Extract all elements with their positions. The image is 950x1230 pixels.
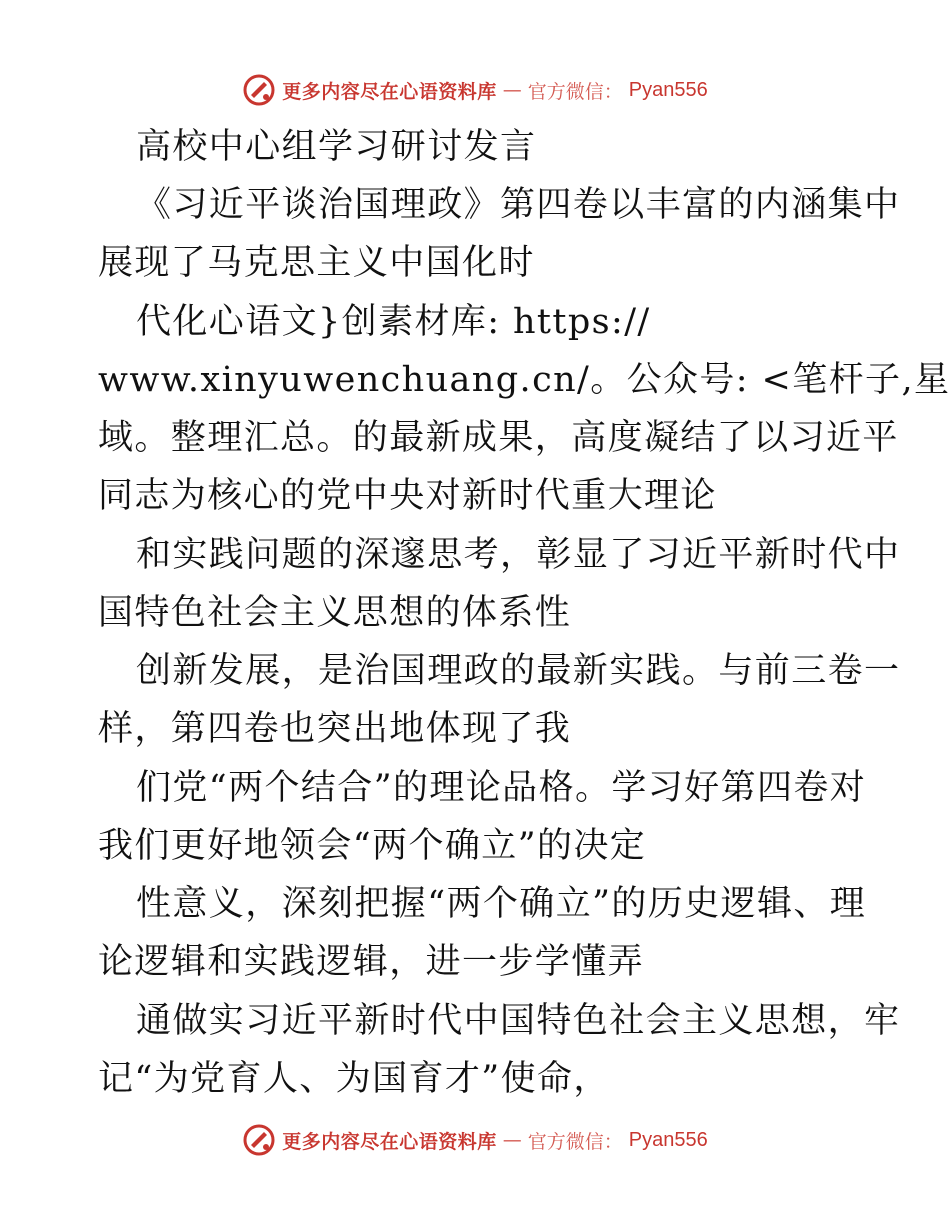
paragraph-line: 同志为核心的党中央对新时代重大理论 (98, 476, 717, 516)
header-banner-wechat-label: 官方微信： (527, 80, 623, 103)
footer-banner-separator: — (502, 1129, 522, 1151)
paragraph-line: 们党“两个结合”的理论品格。学习好第四卷对 (136, 768, 867, 808)
footer-banner-wechat-id: Pyan556 (628, 1128, 708, 1151)
paragraph-line: 我们更好地领会“两个确立”的决定 (98, 826, 647, 866)
paragraph-line: 国特色社会主义思想的体系性 (98, 593, 572, 633)
paragraph-line: 论逻辑和实践逻辑，进一步学懂弄 (98, 942, 645, 982)
header-banner-wechat-id: Pyan556 (628, 78, 708, 101)
paragraph-line: 样，第四卷也突出地体现了我 (98, 709, 572, 749)
paragraph-line: 展现了马克思主义中国化时 (98, 243, 535, 283)
header-banner (0, 70, 950, 110)
paragraph-line: 和实践问题的深邃思考，彰显了习近平新时代中 (136, 535, 901, 575)
paragraph-line: 《习近平谈治国理政》第四卷以丰富的内涵集中 (136, 185, 901, 225)
document-title: 高校中心组学习研讨发言 (136, 127, 537, 167)
footer-banner-wechat-label: 官方微信： (527, 1130, 623, 1153)
header-banner-separator: — (502, 79, 522, 101)
paragraph-line: 代化心语文}创素材库: https:// (136, 302, 651, 342)
footer-banner-main-text: 更多内容尽在心语资料库 (282, 1130, 497, 1153)
header-banner-main-text: 更多内容尽在心语资料库 (282, 80, 497, 103)
footer-banner (0, 1120, 950, 1160)
paragraph-line: 性意义，深刻把握“两个确立”的历史逻辑、理 (136, 884, 867, 924)
header-banner-content (242, 73, 708, 107)
paragraph-line: 域。整理汇总。的最新成果，高度凝结了以习近平 (98, 418, 899, 458)
brand-logo-icon (242, 1123, 276, 1157)
paragraph-line: 创新发展，是治国理政的最新实践。与前三卷一 (136, 651, 901, 691)
paragraph-line: 通做实习近平新时代中国特色社会主义思想，牢 (136, 1001, 901, 1041)
paragraph-line: www.xinyuwenchuang.cn/。公众号: <笔杆子,星 (98, 360, 950, 400)
brand-logo-icon (242, 73, 276, 107)
footer-banner-content (242, 1123, 708, 1157)
paragraph-line: 记“为党育人、为国育才”使命， (98, 1059, 610, 1099)
